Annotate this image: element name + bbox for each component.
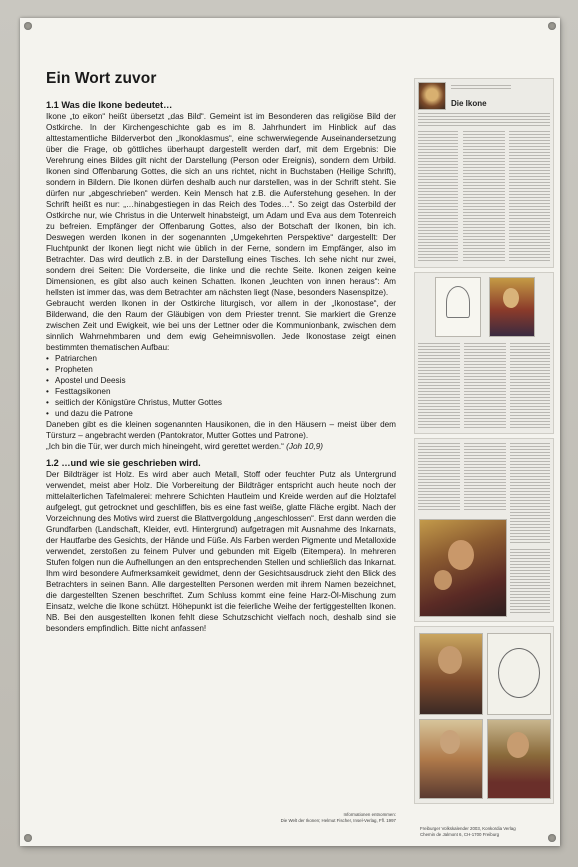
- section-heading-2: 1.2 …und wie sie geschrieben wird.: [46, 458, 201, 468]
- icon-image: [489, 277, 535, 337]
- section-1-paragraph: Ikone „to eikon“ heißt übersetzt „das Bild“. Gemeint ist im Besonderen das religiöse Bild der Ostkirche. In der Kirchengeschichte gab es im 8. Jahrhundert im Hinblick auf das alttestamentliche Bilderverbot den „Ikonoklasmus“, eine schwerwiegende Auseinandersetzung über die Frage, ob göttliches überhaupt dargestellt werden darf, mit dem Ergebnis: Die Verehrung eines Bildes gilt nicht der Darstellung (Person oder Ereignis), sondern dem Urbild. Ikonen sind Offenbarung Gottes, die sich an uns richtet, nicht in Buchstaben (Heilige Schrift), sondern in Bildern. Die Ikonen dürfen deshalb auch nur darstellen, was in der Schrift steht. Sie dürfen nur „abgeschrieben“ werden. Kein Mensch hat z.B. die Auferstehung gesehen. In der Schrift heißt es nur: „…hinabgestiegen in das Reich des Todes…“. So zeigt das Osterbild der Ostkirche nur, wie Christus in die Unterwelt hinabsteigt, um Adam und Eva aus dem Totenreich zu befreien. Empfänger der Offenbarung Gottes, also der Botschaft der Ikonen, bin ich. Deswegen werden Ikonen in der sogenannten „Umgekehrten Perspektive“ dargestellt: Der Fluchtpunkt der Ikonen liegt nicht wie üblich in der Ferne, sondern im Empfänger, also im Betrachter. Das wird deutlich z.B. in der Darstellung eines Tisches. Ich sehe nicht nur zwei, sondern drei Seiten: Die Vorderseite, die linke und die rechte Seite. Ikonen zeigen keine Dimensionen, es gibt also auch keinen Schatten. Ikonen „leuchten von innen heraus“: Am hellsten ist immer das, was dem Betrachter am nächsten liegt (Nase, besonders Nasenspitze).: [46, 112, 396, 297]
- quote-text: „Ich bin die Tür, wer durch mich hineingeht, wird gerettet werden.“: [46, 442, 284, 451]
- mini-page-1: [414, 78, 554, 268]
- pantokrator-icon-image: [487, 719, 551, 799]
- pin-icon: [24, 22, 32, 30]
- pin-icon: [548, 22, 556, 30]
- saint-icon-image: [419, 719, 483, 799]
- list-item: • Festtagsikonen: [46, 386, 396, 397]
- mother-of-god-icon: [419, 633, 483, 715]
- list-item: • Apostel und Deesis: [46, 375, 396, 386]
- poster: [20, 18, 560, 846]
- list-item: • seitlich der Königstüre Christus, Mutter Gottes: [46, 397, 396, 408]
- list-item: • Patriarchen: [46, 353, 396, 364]
- main-text-column: [46, 70, 396, 634]
- ikonostase-list: [46, 353, 396, 419]
- sketch-image: [435, 277, 481, 337]
- section-1-paragraph-2: Gebraucht werden Ikonen in der Ostkirche liturgisch, vor allem in der „Ikonostase“, der Bilderwand, die den Raum der Gläubigen von dem Priester trennt. Sie markiert die Grenze zwischen Zeit und Ewigkeit, wie bei uns der Lettner oder die Kommunionbank, zwischen dem sinnlich Wahrnehmbaren und dem ewig Geheimnisvollen. Jede Ikonostase zeigt einen bestimmten thematischen Aufbau:: [46, 299, 396, 352]
- bible-quote: [46, 441, 396, 452]
- mini-page-4: [414, 626, 554, 804]
- section-2-paragraph: Der Bildträger ist Holz. Es wird aber auch Metall, Stoff oder feuchter Putz als Untergrund verwendet, meist aber Holz. Die Vorbereitung der Bildträger entspricht auch heute noch der mittelalterlichen Tafelmalerei: mehrere Schichten Hautleim und Kreide werden auf die Holztafel aufgelegt, gut getrocknet und geschliffen, bis es eine fast weiße, glatte Fläche ergibt. Nach der Vorzeichnung des Motivs wird zuerst die Blattvergoldung „angeschlossen“. Erst dann werden die Grundfarben (Landschaft, Kleider, evtl. Hintergrund) aufgetragen mit Ausnahme des Inkarnats, der Hautfarbe des Gesichts, der Hände und Füße. Als Farben werden Pigmente und Metalloxide verwendet, zerstoßen zu feinem Pulver und gebunden mit Eigelb (Eitempera). In mehreren Stufen folgen nun die Aufhellungen an den entsprechenden Stellen und schließlich das Inkarnat. Ihm wird besondere Aufmerksamkeit gewidmet, denn der Gesichtsausdruck zieht den Blick des Betrachters in seinen Bann. Alle dargestellten Personen werden mit ihrem Namen bezeichnet, die dargestellten Szenen beschriftet. Zum Schluss kommt eine feine Harz-Öl-Mischung zum Einsatz, welche die Ikone schützt. Höhepunkt ist die feierliche Weihe der fertiggestellten Ikonen. NB. Bei den ausgestellten Ikonen fehlt diese Schutzschicht vielfach noch, deshalb sind sie besonders empfindlich. Bitte nicht anfassen!: [46, 470, 396, 633]
- quote-reference: (Joh 10,9): [286, 442, 324, 451]
- christ-sketch-image: [487, 633, 551, 715]
- section-heading-1: 1.1 Was die Ikone bedeutet…: [46, 100, 173, 110]
- list-item: • Propheten: [46, 364, 396, 375]
- source-credit: Informationen entnommen: Die Welt der Ikonen; Helmut Fischer, Insel-Verlag, Ffl. 1997: [280, 812, 396, 823]
- page-title: Ein Wort zuvor: [46, 70, 157, 87]
- icon-thumbnail: [418, 82, 446, 110]
- mini-page-2: [414, 272, 554, 434]
- list-item: • und dazu die Patrone: [46, 408, 396, 419]
- pin-icon: [24, 834, 32, 842]
- section-1-paragraph-3: Daneben gibt es die kleinen sogenannten Hausikonen, die in den Häusern – meist über dem Türsturz – angebracht werden (Pantokrator, Mutter Gottes und Patrone).: [46, 420, 396, 440]
- publisher-credit: Freiburger Volkskalender 2003, Konkordia Verlag Chemin de Jalmont 6, CH-1700 Freiburg: [420, 826, 516, 837]
- madonna-icon-image: [419, 519, 507, 617]
- mini-page-title: Die Ikone: [451, 99, 487, 108]
- mini-page-3: [414, 438, 554, 622]
